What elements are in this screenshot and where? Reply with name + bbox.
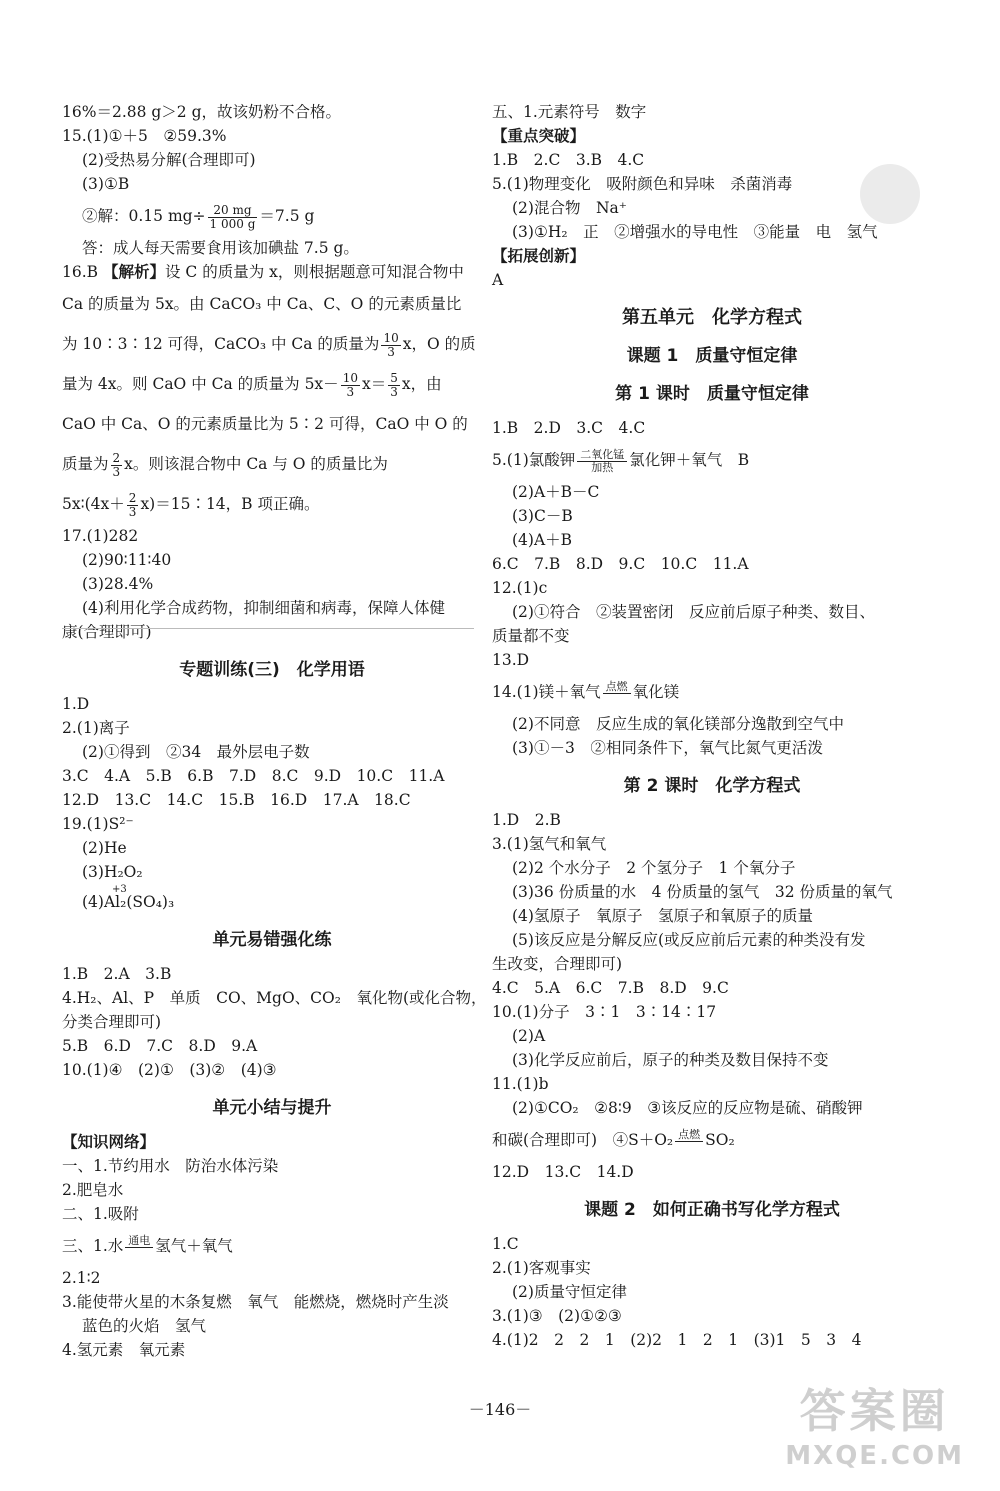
text-line: 3.C 4.A 5.B 6.B 7.D 8.C 9.D 10.C 11.A [62,767,445,785]
text-line: 答：成人每天需要食用该加碘盐 7.5 g。 [82,239,359,257]
equation-line: 三、1.水 通电 氢气＋氧气 [62,1233,233,1255]
text-line: 二、1.吸附 [62,1205,139,1223]
text-line: 5.(1)物理变化 吸附颜色和异味 杀菌消毒 [492,175,793,193]
column-divider [62,628,474,629]
knowledge-tag: 【知识网络】 [62,1133,156,1151]
analysis-tag: 【解析】 [102,263,165,281]
text-line: (2)不同意 反应生成的氧化镁部分逸散到空气中 [512,715,844,733]
text-line: 5x∶(4x＋ $\frac{2}{3}$ x)＝15∶14，B 项正确。 [62,490,320,519]
text-line: (3)①－3 ②相同条件下，氧气比氮气更活泼 [512,739,823,757]
text-line: 4.氢元素 氧元素 [62,1341,186,1359]
right-column [492,100,932,1352]
calc-line: ②解：0.15 mg÷ $\frac{20 mg}{1 000 g}$ ＝7.5 g [82,202,315,231]
text-line: 6.C 7.B 8.D 9.C 10.C 11.A [492,555,749,573]
text-line: CaO 中 Ca、O 的元素质量比为 5∶2 可得，CaO 中 O 的 [62,415,468,433]
text-line: (3)C－B [512,507,573,525]
lesson-heading: 第 1 课时 质量守恒定律 [615,384,809,404]
text-line: 10.(1)④ (2)① (3)② (4)③ [62,1061,277,1079]
equation-line: 和碳(合理即可) ④S＋O₂ 点燃 SO₂ [492,1127,735,1149]
text-line: 16%＝2.88 g＞2 g，故该奶粉不合格。 [62,103,342,121]
text-line: (3)①H₂ 正 ②增强水的导电性 ③能量 电 氢气 [512,223,878,241]
text-line: (5)该反应是分解反应(或反应前后元素的种类没有发 [512,931,866,949]
section-heading: 单元小结与提升 [212,1098,332,1118]
text-line: 五、1.元素符号 数字 [492,103,647,121]
section-heading: 单元易错强化练 [212,930,332,950]
fraction: $\frac{20 mg}{1 000 g}$ [209,202,256,231]
text-line: 3.(1)氢气和氧气 [492,835,607,853]
text-line: 3.(1)③ (2)①②③ [492,1307,622,1325]
text-line: 4.H₂、Al、P 单质 CO、MgO、CO₂ 氧化物(或化合物， [62,989,487,1007]
text-line: 康(合理即可) [62,623,152,641]
text-line: 分类合理即可) [62,1013,162,1031]
text-line: 2.(1)客观事实 [492,1259,591,1277]
text-line: 4.(1)2 2 2 1 (2)2 1 2 1 (3)1 5 3 4 [492,1331,862,1349]
text-line: (2)He [82,839,127,857]
text-line: 11.(1)b [492,1075,549,1093]
text-line: (3)①B [82,175,130,193]
text-line: 1.B 2.D 3.C 4.C [492,419,646,437]
topic-heading: 课题 2 如何正确书写化学方程式 [584,1200,840,1220]
equation-line: 5.(1)氯酸钾 二氧化锰 加热 氯化钾＋氧气 B [492,447,750,474]
unit-heading: 第五单元 化学方程式 [622,307,802,328]
text-line: (2)A＋B－C [512,483,600,501]
text-line: 12.(1)c [492,579,548,597]
text-line: (2)①CO₂ ②8∶9 ③该反应的反应物是硫、硝酸钾 [512,1099,863,1117]
text-line: (3)H₂O₂ [82,863,143,881]
site-watermark: 答案圈 MXQE.COM [785,1384,964,1471]
text-line: (2)混合物 Na⁺ [512,199,627,217]
equation-line: 14.(1)镁＋氧气 点燃 氧化镁 [492,679,680,701]
text-line: 2.(1)离子 [62,719,130,737]
text-line: +3 (4)Al₂(SO₄)₃ [82,884,175,911]
text-line: (3)28.4% [82,575,154,593]
text-line: 19.(1)S²⁻ [62,815,134,833]
text-line: 1.B 2.C 3.B 4.C [492,151,645,169]
text-line: (2)①符合 ②装置密闭 反应前后原子种类、数目、 [512,603,875,621]
text-line: (2)①得到 ②34 最外层电子数 [82,743,310,761]
text-line: (3)36 份质量的水 4 份质量的氢气 32 份质量的氧气 [512,883,893,901]
text-line: (2)90∶11∶40 [82,551,172,569]
text-line: 10.(1)分子 3∶1 3∶14∶17 [492,1003,717,1021]
text-line: 17.(1)282 [62,527,139,545]
section-heading: 专题训练(三) 化学用语 [179,660,365,680]
text-line: 2.肥皂水 [62,1181,124,1199]
section-tag: 【拓展创新】 [492,247,586,265]
text-line: (2)质量守恒定律 [512,1283,627,1301]
stamp-seal [860,164,920,224]
topic-heading: 课题 1 质量守恒定律 [626,346,798,366]
text-line: (2)A [512,1027,546,1045]
text-line: 1.B 2.A 3.B [62,965,172,983]
lesson-heading: 第 2 课时 化学方程式 [623,776,801,796]
text-line: 5.B 6.D 7.C 8.D 9.A [62,1037,258,1055]
text-line: (2)受热易分解(合理即可) [82,151,256,169]
text-line: A [492,271,504,289]
text-line: 2.1∶2 [62,1269,101,1287]
section-tag: 【重点突破】 [492,127,586,145]
text-line: 量为 4x。则 CaO 中 Ca 的质量为 5x－ $\frac{10}{3}$ x＝ $\frac{5}{3}$ x，由 [62,370,442,399]
text-line: 为 10∶3∶12 可得，CaCO₃ 中 Ca 的质量为 $\frac{10}{3}$ x，O 的质 [62,330,476,359]
text-line: (4)A＋B [512,531,573,549]
text-line: 16.B 【解析】设 C 的质量为 x，则根据题意可知混合物中 [62,263,464,281]
text-line: 质量都不变 [492,627,570,645]
text-line: 15.(1)①＋5 ②59.3% [62,127,227,145]
text-line: 1.C [492,1235,519,1253]
text-line: (3)化学反应前后，原子的种类及数目保持不变 [512,1051,829,1069]
text-line: 13.D [492,651,530,669]
text-line: 4.C 5.A 6.C 7.B 8.D 9.C [492,979,729,997]
page-number: －146－ [468,1400,532,1419]
text-line: 3.能使带火星的木条复燃 氧气 能燃烧，燃烧时产生淡 [62,1293,449,1311]
text-line: 1.D 2.B [492,811,561,829]
text-line: 1.D [62,695,90,713]
text-line: 12.D 13.C 14.D [492,1163,634,1181]
text-line: 蓝色的火焰 氢气 [82,1317,207,1335]
text-line: (2)2 个水分子 2 个氢分子 1 个氧分子 [512,859,796,877]
text-line: 质量为 $\frac{2}{3}$ x。则该混合物中 Ca 与 O 的质量比为 [62,450,388,479]
text-line: Ca 的质量为 5x。由 CaCO₃ 中 Ca、C、O 的元素质量比 [62,295,462,313]
left-column [62,100,487,1362]
text-line: (4)利用化学合成药物，抑制细菌和病毒，保障人体健 [82,599,445,617]
text-line: 一、1.节约用水 防治水体污染 [62,1157,279,1175]
text-line: 12.D 13.C 14.C 15.B 16.D 17.A 18.C [62,791,411,809]
text-line: (4)氢原子 氧原子 氢原子和氧原子的质量 [512,907,813,925]
text-line: 生改变，合理即可) [492,955,623,973]
